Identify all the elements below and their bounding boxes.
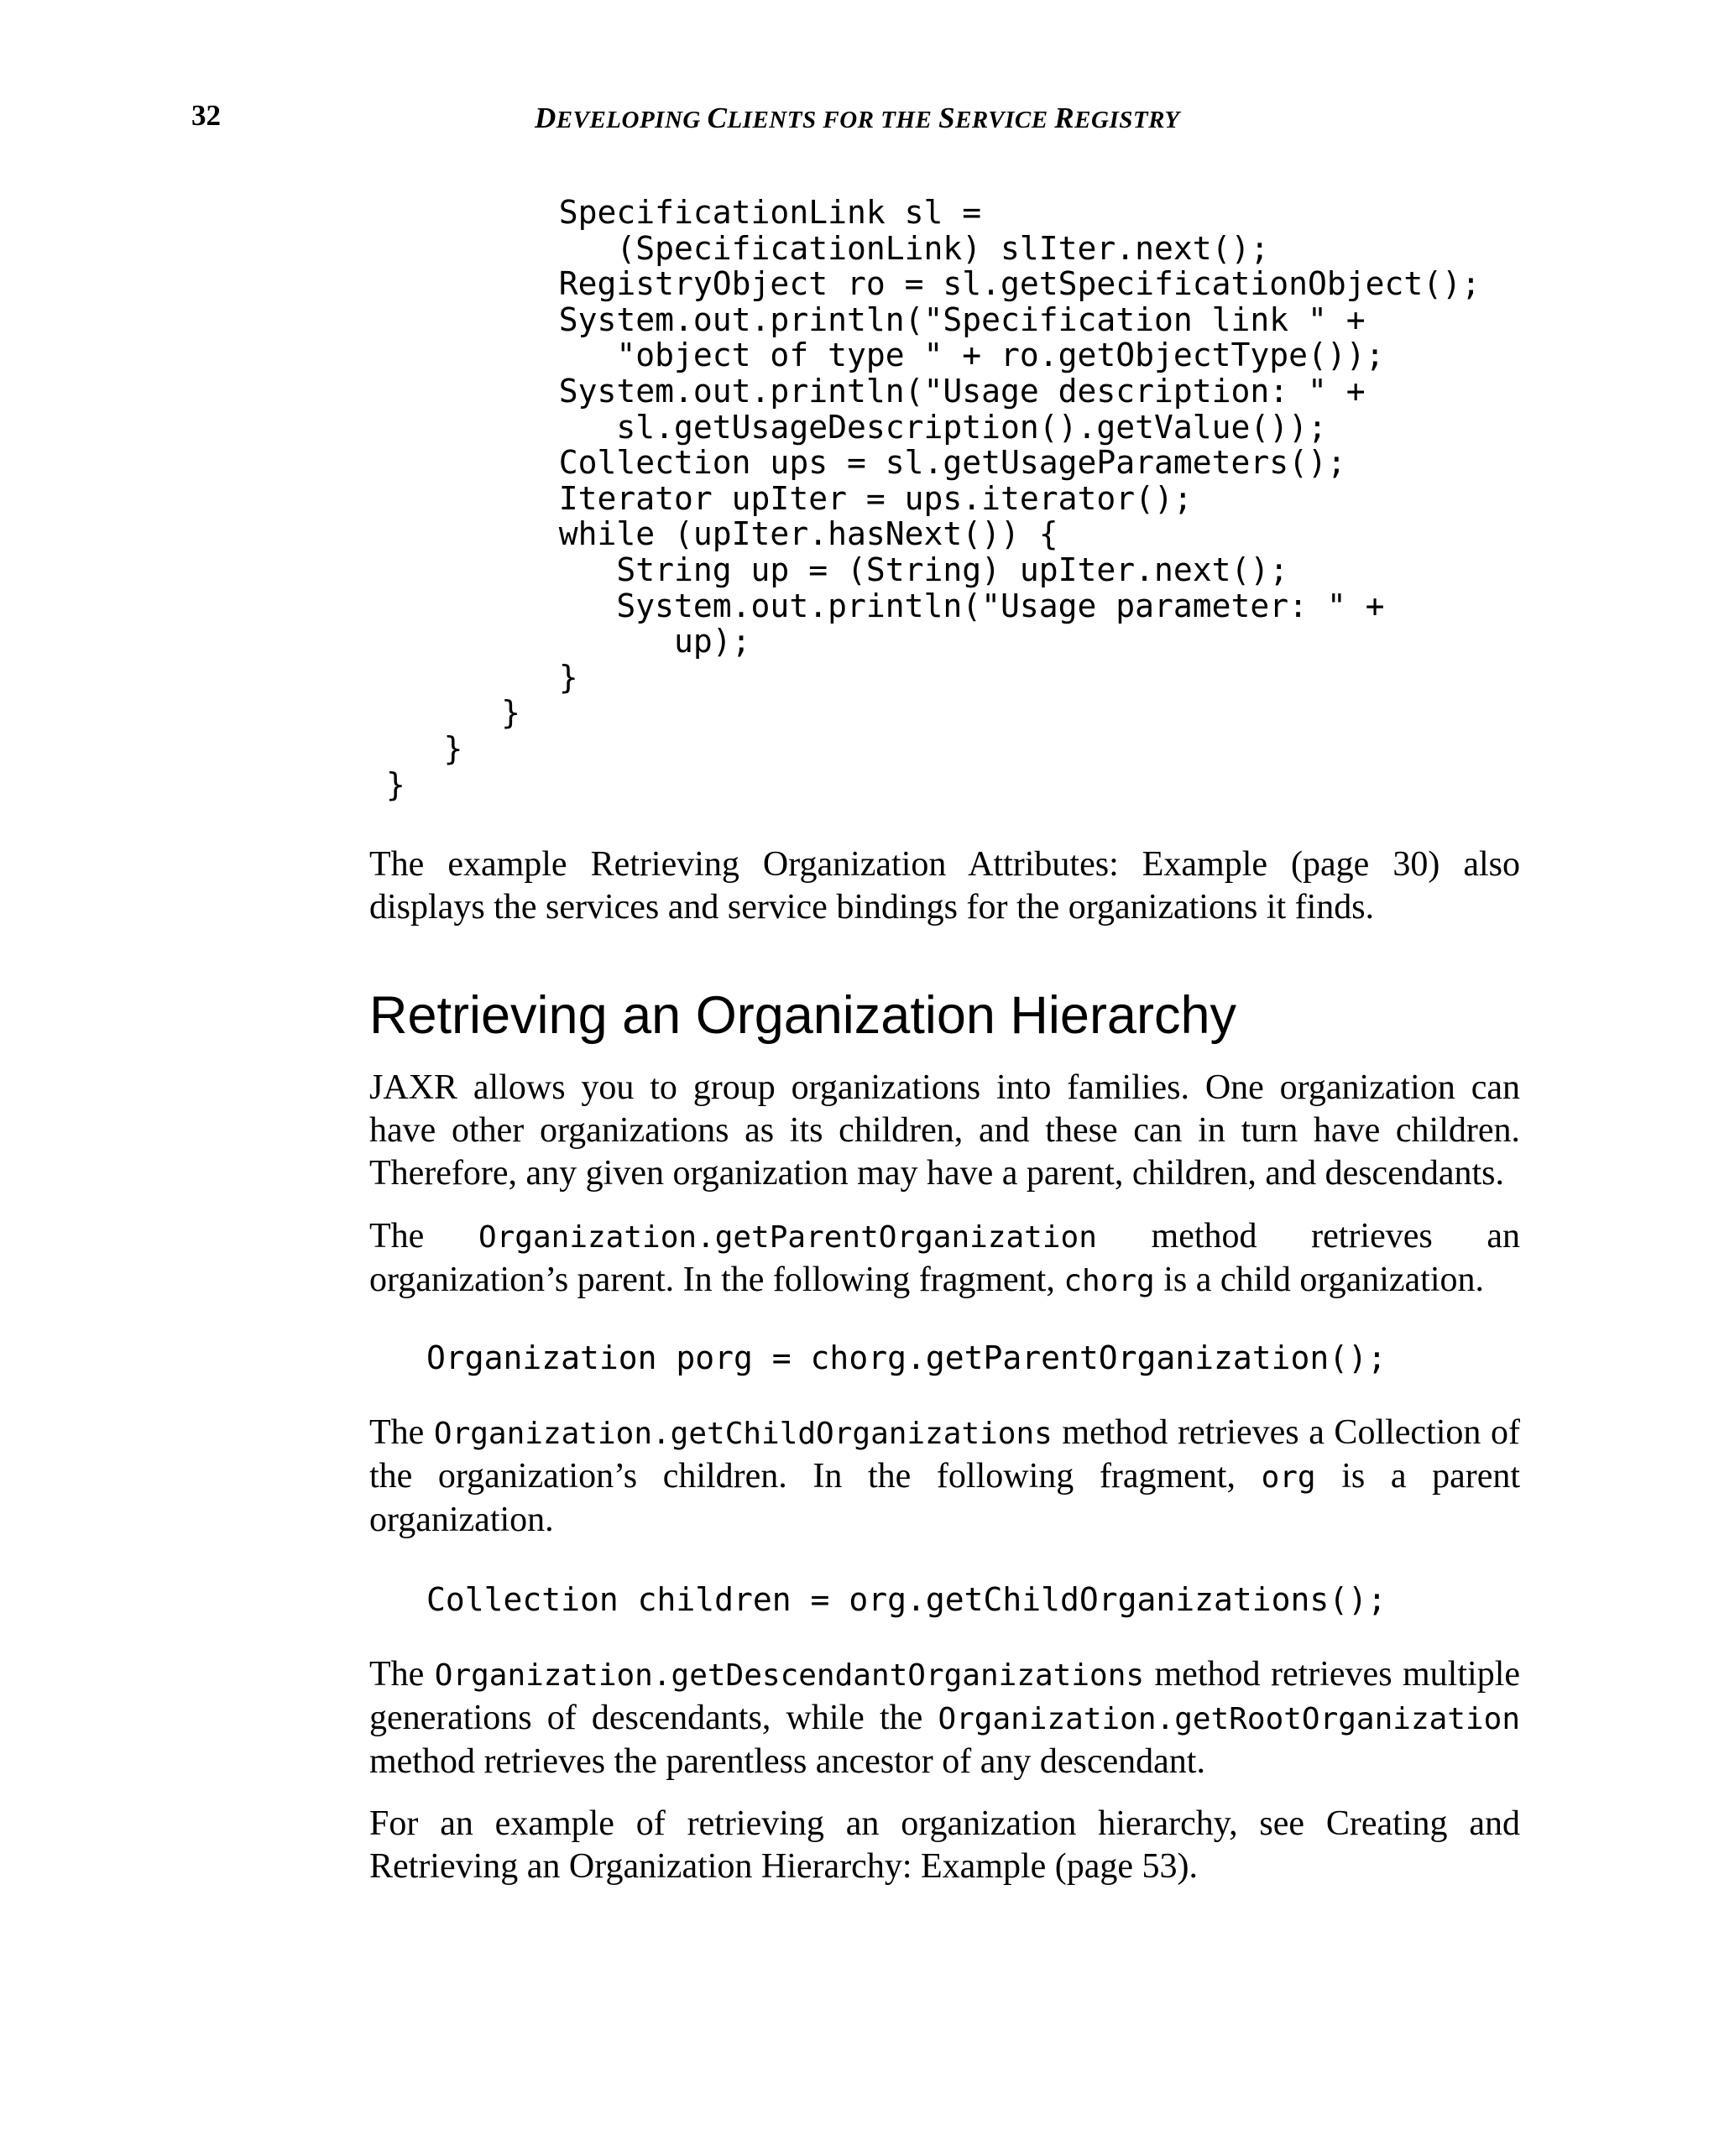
- text: is a child organization.: [1154, 1261, 1484, 1299]
- paragraph-example-reference: The example Retrieving Organization Attributes: Example (page 30) also displays the services and service bindings for the organizations it finds.: [369, 845, 1520, 927]
- paragraph-parent-method: [369, 1215, 1520, 1302]
- code-block-specification-links: SpecificationLink sl = (SpecificationLink) slIter.next(); RegistryObject ro = sl.getSpecificationObject(); System.out.println("Specification link " + "object of type " + ro.getObjectType()); System.out.println("Usage description: " + sl.getUsageDescription().getValue()); Collection ups = sl.getUsageParameters(); Iterator upIter = ups.iterator(); while (upIter.hasNext()) { String up = (String) upIter.next(); System.out.println("Usage parameter: " + up); } } } }: [385, 194, 1481, 803]
- running-head-smallcaps: [535, 102, 1180, 136]
- text: The: [369, 1217, 478, 1255]
- inline-code-org: org: [1261, 1460, 1316, 1495]
- text: method retrieves multiple generations of descendants, while the: [369, 1655, 1520, 1737]
- paragraph-families: JAXR allows you to group organizations into families. One organization can have other organizations as its children, and these can in turn have children. Therefore, any given organization may have a parent, children, and descendants.: [369, 1068, 1520, 1193]
- page-header: [0, 99, 1719, 141]
- text: method retrieves a Collection of the organization’s children. In the following fragment,: [369, 1413, 1520, 1496]
- code-line-children: Collection children = org.getChildOrganizations();: [426, 1581, 1387, 1618]
- paragraph-children-method: [369, 1412, 1520, 1542]
- code-line-parent: Organization porg = chorg.getParentOrganization();: [426, 1339, 1387, 1376]
- running-head: [535, 102, 1180, 136]
- text: The: [369, 1413, 434, 1452]
- inline-code-get-root: Organization.getRootOrganization: [938, 1702, 1520, 1736]
- text: is a parent organization.: [369, 1457, 1521, 1539]
- paragraph-see-also: For an example of retrieving an organization hierarchy, see Creating and Retrieving an Organization Hierarchy: Example (page 53).: [369, 1804, 1520, 1886]
- inline-code-get-parent: Organization.getParentOrganization: [478, 1220, 1097, 1255]
- inline-code-chorg: chorg: [1063, 1264, 1155, 1298]
- section-heading: Retrieving an Organization Hierarchy: [369, 986, 1236, 1045]
- page-number: 32: [191, 99, 221, 132]
- inline-code-get-children: Organization.getChildOrganizations: [433, 1417, 1053, 1451]
- text: method retrieves the parentless ancestor of any descendant.: [369, 1742, 1205, 1781]
- text: The: [369, 1655, 435, 1694]
- text: method retrieves an organization’s parent. In the following fragment,: [369, 1217, 1521, 1299]
- inline-code-get-descendants: Organization.getDescendantOrganizations: [434, 1658, 1145, 1693]
- svg-text:DEVELOPING CLIENTS FOR THE SER: DEVELOPING CLIENTS FOR THE SERVICE REGISTRY: [535, 102, 1180, 134]
- paragraph-descendants-method: [369, 1653, 1520, 1783]
